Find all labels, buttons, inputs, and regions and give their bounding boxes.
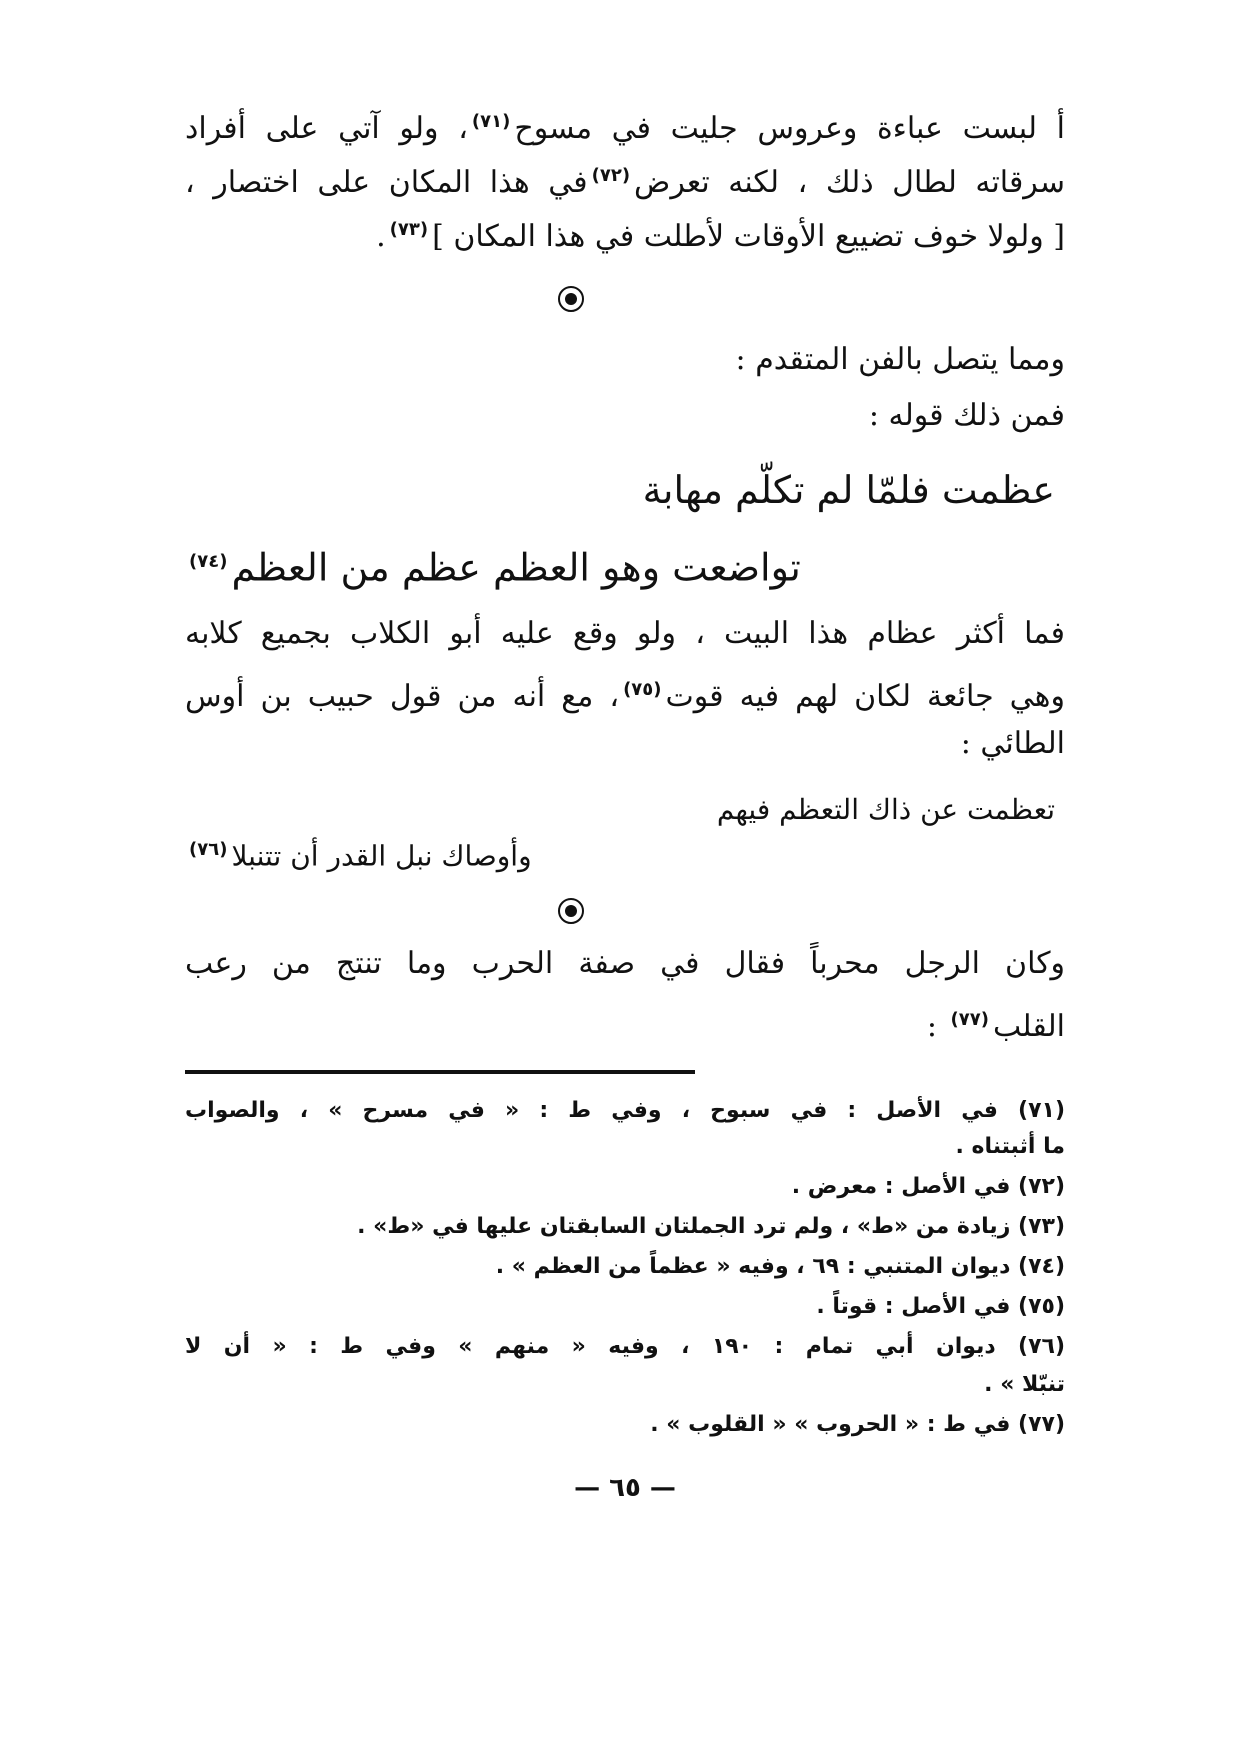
verse-line: تعظمت عن ذاك التعظم فيهم <box>716 793 1055 826</box>
page-number: — ٦٥ — <box>574 1473 676 1503</box>
section-divider-icon <box>558 286 584 312</box>
text-run: تواضعت وهو العظم عظم من العظم <box>231 545 801 590</box>
section-divider-icon <box>558 898 584 924</box>
body-line <box>185 668 1065 719</box>
footnote: (٧٣) زيادة من «ط» ، ولم ترد الجملتان السابقتان عليها في «ط» . <box>357 1214 1065 1239</box>
text-run: ، ولو آتي على أفراد <box>185 111 468 146</box>
text-run: وأوصاك نبل القدر أن تتنبلا <box>231 839 532 873</box>
body-line: وكان الرجل محرباً فقال في صفة الحرب وما تنتج من رعب <box>185 946 1065 981</box>
text-run: [ ولولا خوف تضييع الأوقات لأطلت في هذا المكان ] <box>432 219 1065 254</box>
footnote: (٧٢) في الأصل : معرض . <box>791 1174 1065 1199</box>
footnote: (٧٤) ديوان المتنبي : ٦٩ ، وفيه « عظماً من العظم » . <box>495 1254 1065 1279</box>
text-run: . <box>376 219 386 254</box>
footnote: ما أثبتناه . <box>955 1134 1065 1159</box>
text-run: سرقاته لطال ذلك ، لكنه تعرض <box>634 165 1065 200</box>
footnote: (٧٥) في الأصل : قوتاً . <box>816 1294 1065 1319</box>
text-run: في هذا المكان على اختصار ، <box>185 165 588 200</box>
footnote-ref: (٧١) <box>471 111 511 132</box>
footnote-ref: (٧٤) <box>189 551 228 572</box>
verse-line <box>185 830 532 876</box>
document-page <box>185 90 1065 1730</box>
text-run: وهي جائعة لكان لهم فيه قوت <box>665 679 1065 714</box>
body-line <box>185 998 1065 1049</box>
body-line <box>185 100 1065 151</box>
footnote: (٧١) في الأصل : في سبوح ، وفي ط : « في مسرح » ، والصواب <box>185 1098 1065 1123</box>
body-line <box>185 154 1065 205</box>
body-line: فمن ذلك قوله : <box>868 398 1065 433</box>
footnote-ref: (٧٢) <box>591 165 631 186</box>
body-line: الطائي : <box>960 726 1065 761</box>
body-line <box>185 208 1065 259</box>
body-line: ومما يتصل بالفن المتقدم : <box>735 342 1065 377</box>
verse-line: عظمت فلمّا لم تكلّم مهابة <box>642 468 1055 512</box>
text-run: أ لبست عباءة وعروس جليت في مسوح <box>514 111 1065 146</box>
footnote: (٧٦) ديوان أبي تمام : ١٩٠ ، وفيه « منهم » وفي ط : « أن لا <box>185 1334 1065 1359</box>
text-run: ، مع أنه من قول حبيب بن أوس <box>185 679 620 714</box>
footnote-ref: (٧٦) <box>189 839 228 860</box>
text-run: القلب <box>992 1009 1065 1044</box>
verse-line <box>185 534 801 596</box>
footnote-separator <box>185 1070 695 1074</box>
text-run: : <box>926 1009 937 1044</box>
footnote: (٧٧) في ط : « الحروب » « القلوب » . <box>650 1412 1065 1437</box>
footnote-ref: (٧٣) <box>389 219 429 240</box>
body-line: فما أكثر عظام هذا البيت ، ولو وقع عليه أبو الكلاب بجميع كلابه <box>185 616 1065 651</box>
footnote-ref: (٧٧) <box>950 1009 989 1030</box>
footnote-ref: (٧٥) <box>623 679 662 700</box>
footnote: تنبّلا » . <box>984 1372 1065 1397</box>
